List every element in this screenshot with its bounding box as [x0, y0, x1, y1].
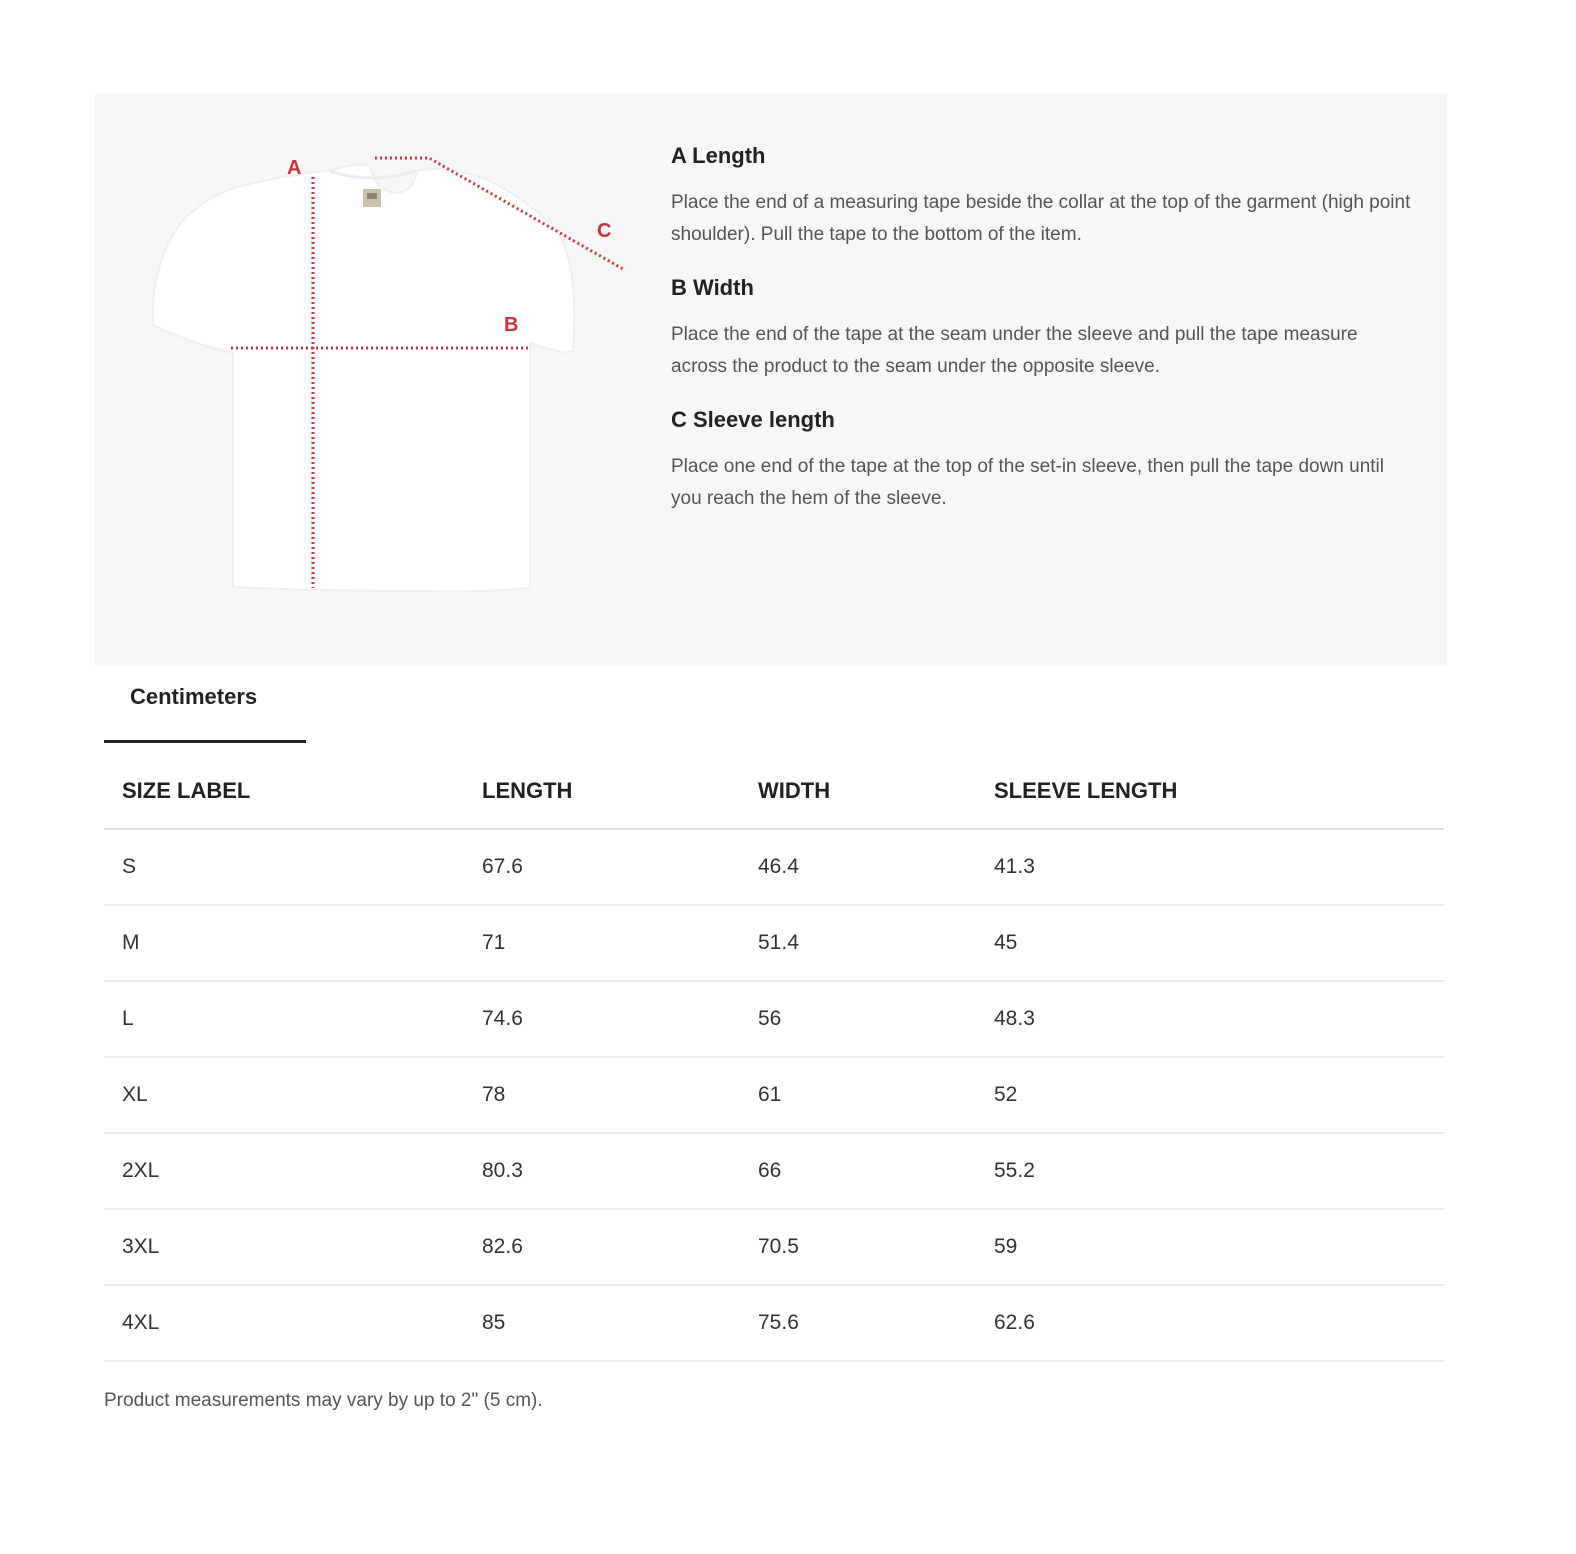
length-cell: 80.3	[464, 1133, 740, 1209]
tshirt-illustration	[95, 93, 655, 666]
length-cell: 78	[464, 1057, 740, 1133]
measurement-guide-panel	[95, 93, 1447, 666]
length-cell: 82.6	[464, 1209, 740, 1285]
column-header-width: WIDTH	[740, 754, 976, 829]
instruction-width	[671, 273, 1411, 383]
tshirt-shape	[153, 165, 575, 592]
width-cell: 66	[740, 1133, 976, 1209]
size-cell: L	[104, 981, 464, 1057]
table-row	[104, 905, 1444, 981]
instruction-title: C Sleeve length	[671, 407, 835, 432]
sleeve-length-cell: 59	[976, 1209, 1444, 1285]
tab-label: Centimeters	[130, 684, 258, 709]
measurement-disclaimer: Product measurements may vary by up to 2" (5 cm).	[104, 1390, 543, 1411]
table-row	[104, 829, 1444, 905]
table-row	[104, 1057, 1444, 1133]
width-cell: 75.6	[740, 1285, 976, 1361]
size-cell: M	[104, 905, 464, 981]
measurement-instructions	[671, 141, 1411, 537]
tshirt-diagram	[95, 93, 655, 666]
size-cell: S	[104, 829, 464, 905]
width-cell: 46.4	[740, 829, 976, 905]
instruction-title: A Length	[671, 143, 766, 168]
sleeve-length-cell: 45	[976, 905, 1444, 981]
column-header-sleeve-length: SLEEVE LENGTH	[976, 754, 1444, 829]
length-cell: 71	[464, 905, 740, 981]
width-cell: 61	[740, 1057, 976, 1133]
table-row	[104, 1209, 1444, 1285]
size-cell: XL	[104, 1057, 464, 1133]
marker-c-label: C	[597, 220, 612, 242]
table-row	[104, 981, 1444, 1057]
size-cell: 3XL	[104, 1209, 464, 1285]
table-row	[104, 1285, 1444, 1361]
sleeve-length-cell: 55.2	[976, 1133, 1444, 1209]
sleeve-length-cell: 48.3	[976, 981, 1444, 1057]
size-chart-table	[104, 754, 1444, 1362]
instruction-text: Place the end of the tape at the seam under the sleeve and pull the tape measure across the product to the seam under the opposite sleeve.	[671, 324, 1358, 377]
column-header-length: LENGTH	[464, 754, 740, 829]
instruction-sleeve-length	[671, 405, 1411, 515]
size-cell: 4XL	[104, 1285, 464, 1361]
length-cell: 67.6	[464, 829, 740, 905]
table-row	[104, 1133, 1444, 1209]
column-header-size-label: SIZE LABEL	[104, 754, 464, 829]
unit-tabs	[104, 666, 1444, 742]
instruction-title: B Width	[671, 275, 754, 300]
instruction-length	[671, 141, 1411, 251]
sleeve-length-cell: 41.3	[976, 829, 1444, 905]
width-cell: 51.4	[740, 905, 976, 981]
instruction-text: Place the end of a measuring tape beside the collar at the top of the garment (high point shoulder). Pull the tape to the bottom of the item.	[671, 192, 1411, 245]
width-cell: 56	[740, 981, 976, 1057]
table-header-row	[104, 754, 1444, 829]
marker-b-label: B	[504, 314, 519, 336]
size-cell: 2XL	[104, 1133, 464, 1209]
marker-a-label: A	[287, 157, 302, 179]
sleeve-length-cell: 62.6	[976, 1285, 1444, 1361]
length-cell: 74.6	[464, 981, 740, 1057]
width-cell: 70.5	[740, 1209, 976, 1285]
length-cell: 85	[464, 1285, 740, 1361]
sleeve-length-cell: 52	[976, 1057, 1444, 1133]
instruction-text: Place one end of the tape at the top of the set-in sleeve, then pull the tape down until you reach the hem of the sleeve.	[671, 456, 1385, 509]
tab-centimeters[interactable]	[104, 666, 306, 743]
